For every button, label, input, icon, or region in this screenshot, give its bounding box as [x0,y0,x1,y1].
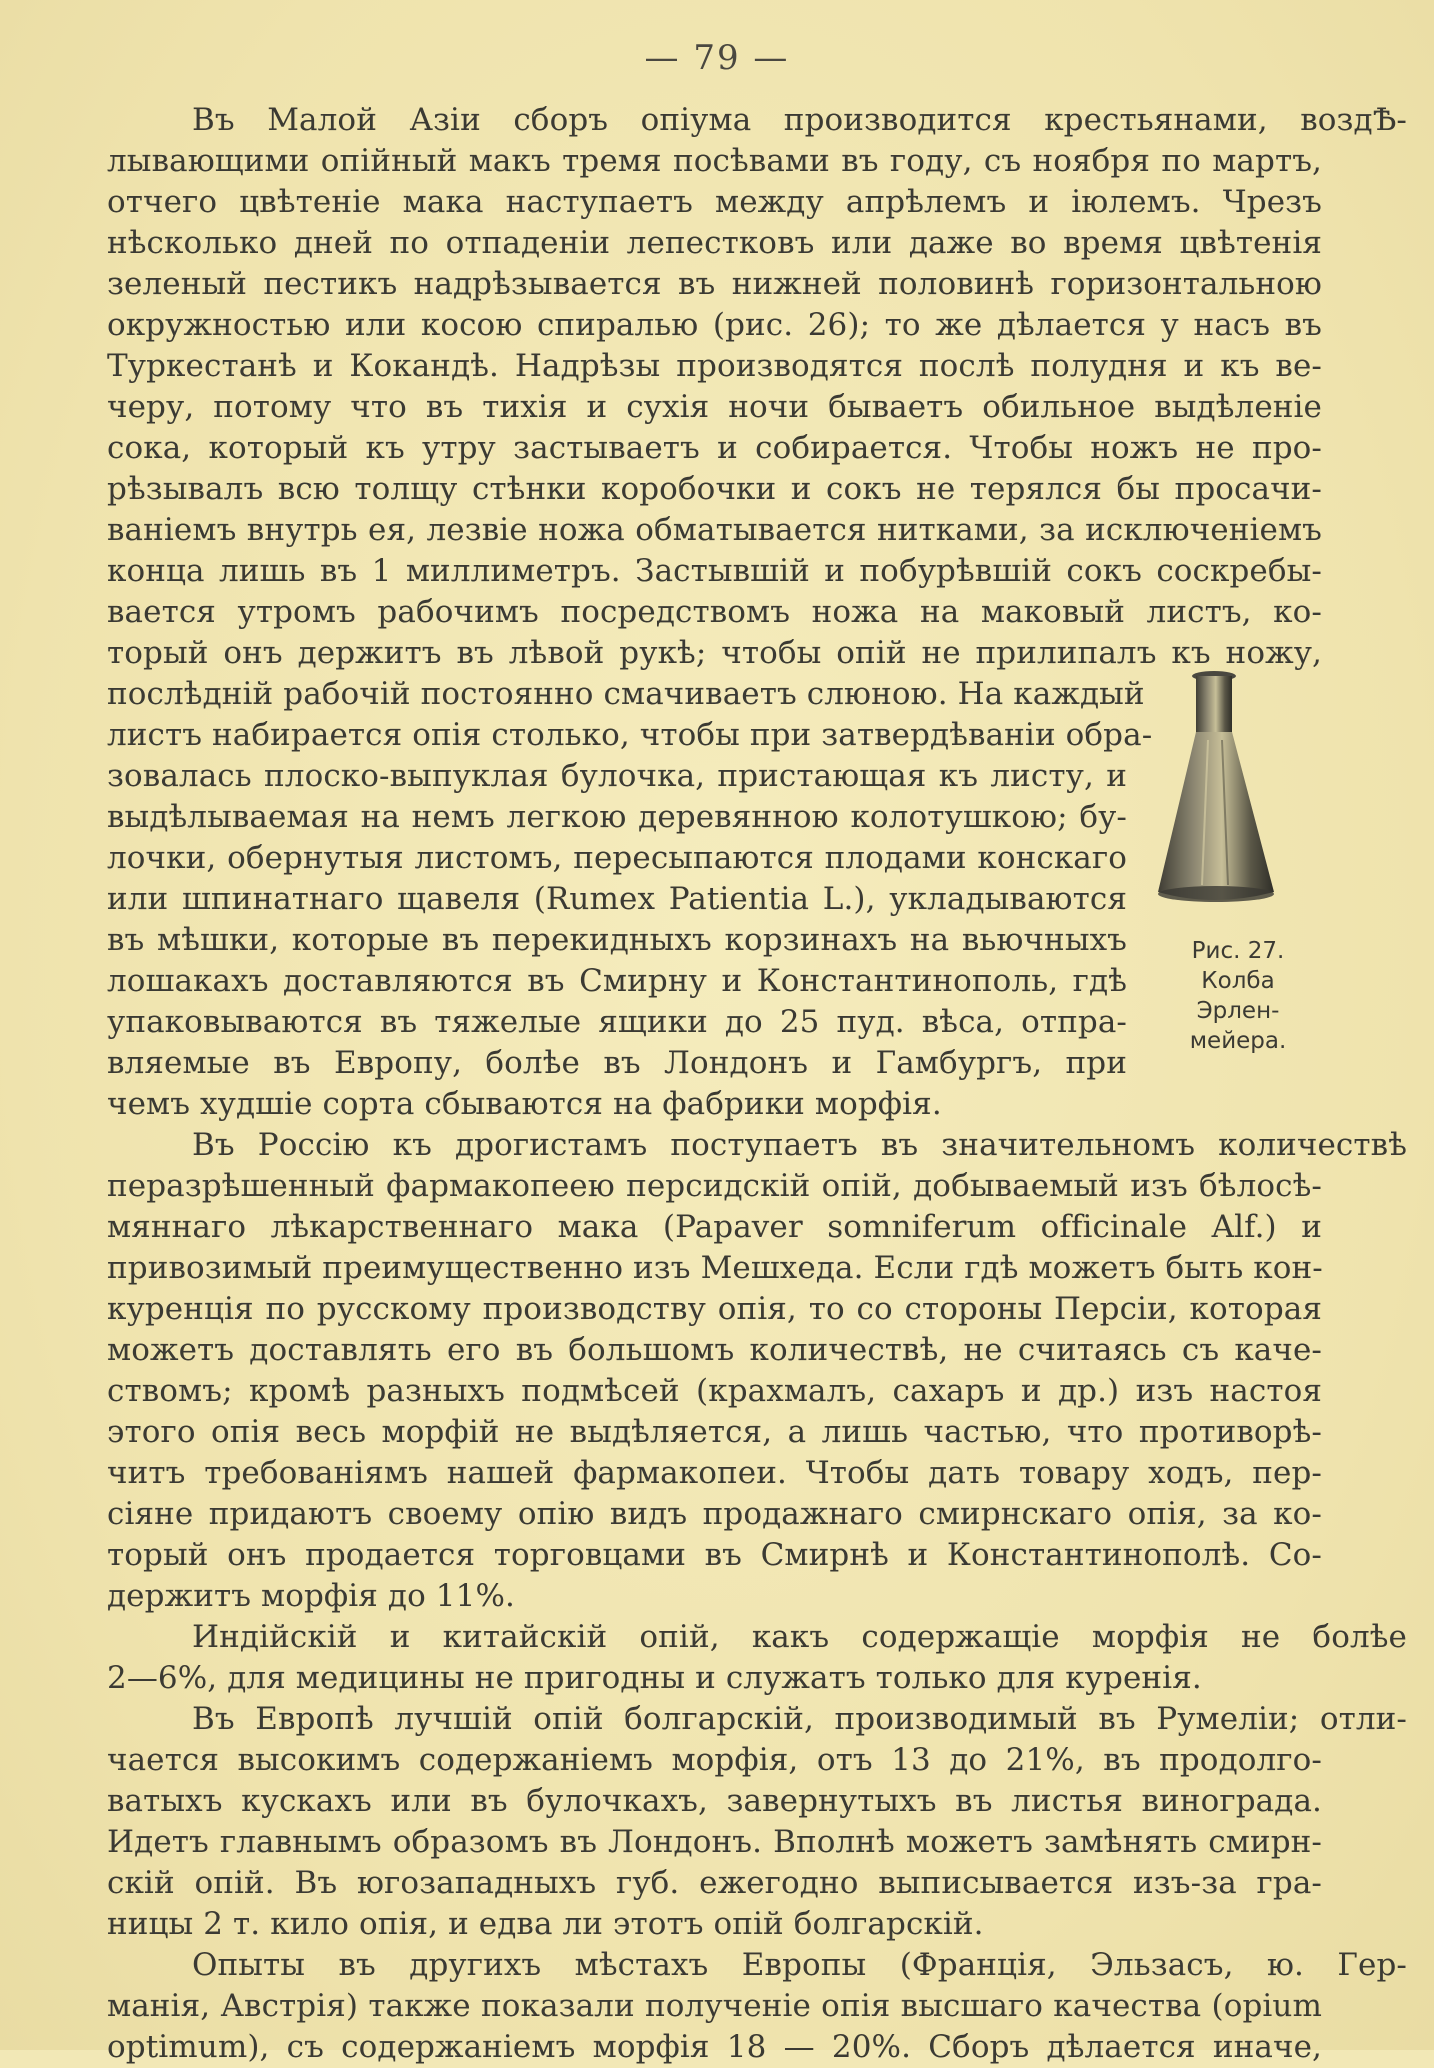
figure-27 [1148,660,1328,1080]
text-line: Идетъ главнымъ образомъ въ Лондонъ. Вполнѣ можетъ замѣнять смирн- [107,1824,1322,1860]
text-line: можетъ доставлять его въ большомъ количествѣ, не считаясь съ каче- [107,1332,1322,1368]
text-line: перазрѣшенный фармакопеею персидскій опій, добываемый изъ бѣлосѣ- [107,1168,1322,1204]
text-line: читъ требованіямъ нашей фармакопеи. Чтобы дать товару ходъ, пер- [107,1455,1322,1491]
text-line: въ мѣшки, которые въ перекидныхъ корзинахъ на вьючныхъ [107,922,1127,958]
text-line: торый онъ держитъ въ лѣвой рукѣ; чтобы опій не прилипалъ къ ножу, [107,635,1322,671]
text-line: куренція по русскому производству опія, то со стороны Персіи, которая [107,1291,1322,1327]
text-line: или шпинатнаго щавеля (Rumex Patientia L.), укладываются [107,881,1127,917]
text-line: сіяне придаютъ своему опію видъ продажнаго смирнскаго опія, за ко- [107,1496,1322,1532]
text-line: конца лишь въ 1 миллиметръ. Застывшій и побурѣвшій сокъ соскребы- [107,553,1322,589]
text-line: держитъ морфія до 11%. [107,1578,515,1614]
text-line: отчего цвѣтеніе мака наступаетъ между апрѣлемъ и іюлемъ. Чрезъ [107,184,1322,220]
text-line: упаковываются въ тяжелые ящики до 25 пуд. вѣса, отпра- [107,1004,1127,1040]
text-line: черу, потому что въ тихія и сухія ночи бываетъ обильное выдѣленіе [107,389,1322,425]
text-line: 2—6%, для медицины не пригодны и служатъ только для куренія. [107,1660,1202,1696]
text-line: Опыты въ другихъ мѣстахъ Европы (Франція, Эльзасъ, ю. Гер- [192,1947,1407,1983]
text-line: вляемые въ Европу, болѣе въ Лондонъ и Гамбургъ, при [107,1045,1127,1081]
text-line: послѣдній рабочій постоянно смачиваетъ слюною. На каждый [107,676,1145,712]
text-line: манія, Австрія) также показали полученіе опія высшаго качества (opium [107,1988,1322,2024]
text-line: Туркестанѣ и Кокандѣ. Надрѣзы производятся послѣ полудня и къ ве- [107,348,1322,384]
page-number: — 79 — [644,38,790,78]
text-line: чается высокимъ содержаніемъ морфія, отъ 13 до 21%, въ продолго- [107,1742,1322,1778]
text-line: лывающими опійный макъ тремя посѣвами въ году, съ ноября по мартъ, [107,143,1322,179]
text-line: мяннаго лѣкарственнаго мака (Papaver somniferum officinale Alf.) и [107,1209,1322,1245]
text-line: ваніемъ внутрь ея, лезвіе ножа обматывается нитками, за исключеніемъ [107,512,1322,548]
text-line: Индійскій и китайскій опій, какъ содержащіе морфія не болѣе [192,1619,1407,1655]
text-line: чемъ худшіе сорта сбываются на фабрики морфія. [107,1086,942,1122]
text-line: Въ Малой Азіи сборъ опіума производится крестьянами, воздѢ- [192,102,1407,138]
text-line: торый онъ продается торговцами въ Смирнѣ и Константинополѣ. Со- [107,1537,1322,1573]
caption-line: Колба [1201,968,1275,994]
text-line: скій опій. Въ югозападныхъ губ. ежегодно выписывается изъ-за гра- [107,1865,1322,1901]
caption-line: Рис. 27. [1191,938,1285,964]
erlenmeyer-flask-icon [1152,660,1282,910]
text-line: зеленый пестикъ надрѣзывается въ нижней половинѣ горизонтальною [107,266,1322,302]
text-line: ницы 2 т. кило опія, и едва ли этотъ опій болгарскій. [107,1906,984,1942]
text-line: Въ Россію къ дрогистамъ поступаетъ въ значительномъ количествѣ [192,1127,1407,1163]
text-line: зовалась плоско-выпуклая булочка, пристающая къ листу, и [107,758,1127,794]
text-line: окружностью или косою спиралью (рис. 26); то же дѣлается у насъ въ [107,307,1322,343]
caption-line: мейера. [1189,1028,1287,1054]
text-line: optimum), съ содержаніемъ морфія 18 — 20%. Сборъ дѣлается иначе, [107,2029,1322,2065]
text-line: этого опія весь морфій не выдѣляется, а лишь частью, что противорѣ- [107,1414,1322,1450]
figure-caption [1148,936,1328,1056]
text-line: выдѣлываемая на немъ легкою деревянною колотушкою; бу- [107,799,1127,835]
text-line: вается утромъ рабочимъ посредствомъ ножа на маковый листъ, ко- [107,594,1322,630]
body-text [107,100,1407,2068]
text-line: нѣсколько дней по отпаденіи лепестковъ или даже во время цвѣтенія [107,225,1322,261]
text-line: листъ набирается опія столько, чтобы при затвердѣваніи обра- [107,717,1153,753]
text-line: рѣзывалъ всю толщу стѣнки коробочки и сокъ не терялся бы просачи- [107,471,1322,507]
caption-line: Эрлен- [1196,998,1280,1024]
text-line: привозимый преимущественно изъ Мешхеда. Если гдѣ можетъ быть кон- [107,1250,1323,1286]
text-line: сока, который къ утру застываетъ и собирается. Чтобы ножъ не про- [107,430,1322,466]
text-line: лочки, обернутыя листомъ, пересыпаются плодами конскаго [107,840,1127,876]
text-line: лошакахъ доставляются въ Смирну и Константинополь, гдѣ [107,963,1127,999]
text-line: ватыхъ кускахъ или въ булочкахъ, завернутыхъ въ листья винограда. [107,1783,1322,1819]
text-line: ствомъ; кромѣ разныхъ подмѣсей (крахмалъ, сахаръ и др.) изъ настоя [107,1373,1322,1409]
text-line: Въ Европѣ лучшій опій болгарскій, производимый въ Румеліи; отли- [192,1701,1407,1737]
